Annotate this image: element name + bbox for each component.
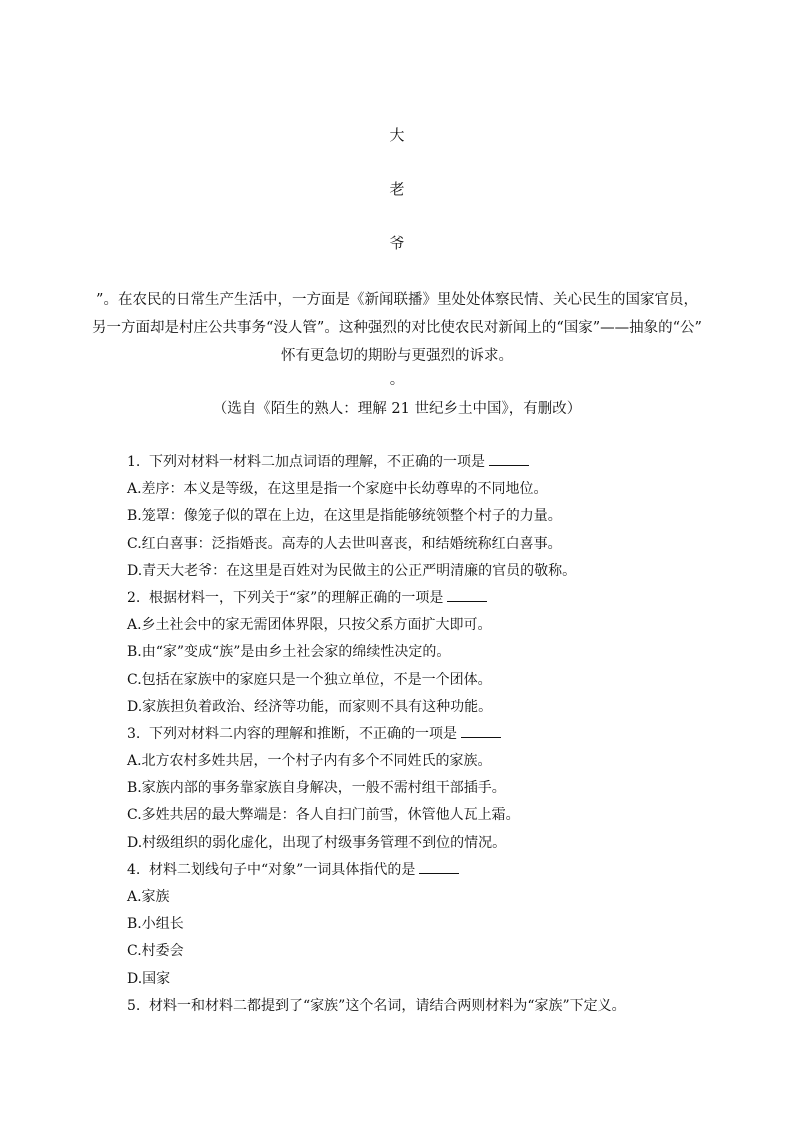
passage-line-4: 。 [389,372,405,388]
question-3-option-c: C.多姓共居的最大弊端是：各人自扫门前雪，休管他人瓦上霜。 [127,807,520,824]
question-text: 根据材料一，下列关于“家”的理解正确的一项是 [149,589,444,606]
answer-blank[interactable] [461,724,501,738]
question-3-option-a: A.北方农村多姓共居，一个村子内有多个不同姓氏的家族。 [127,753,492,770]
question-4-option-a: A.家族 [127,889,170,905]
question-3-option-d: D.村级组织的弱化虚化，出现了村级事务管理不到位的情况。 [127,834,507,851]
question-4-stem [127,860,687,887]
answer-blank[interactable] [447,588,487,602]
question-1-option-a: A.差序：本义是等级，在这里是指一个家庭中长幼尊卑的不同地位。 [127,481,548,498]
vertical-char-2: 老 [389,180,405,198]
question-5-stem [127,996,687,1023]
passage-line-2: 另一方面却是村庄公共事务“没人管”。这种强烈的对比使农民对新闻上的“国家”——抽象的“公” [92,320,702,336]
passage-line-3: 怀有更急切的期盼与更强烈的诉求。 [281,348,513,364]
question-1-option-d: D.青天大老爷：在这里是百姓对为民做主的公正严明清廉的官员的敬称。 [127,562,577,579]
vertical-char-1: 大 [389,126,405,144]
passage-line-1: ”。在农民的日常生产生活中，一方面是《新闻联播》里处处体察民情、关心民生的国家官员， [96,292,698,308]
source-citation: （选自《陌生的熟人：理解 21 世纪乡土中国》，有删改） [212,401,582,417]
question-1-stem [127,452,687,479]
question-number: 4. [127,861,141,878]
question-text: 下列对材料二内容的理解和推断，不正确的一项是 [149,725,457,742]
question-3-option-b: B.家族内部的事务靠家族自身解决，一般不需村组干部插手。 [127,780,506,797]
question-4-option-d: D.国家 [127,970,171,987]
question-4-option-b: B.小组长 [127,916,184,933]
question-list [127,452,687,1023]
question-number: 3. [127,725,141,742]
question-2-option-d: D.家族担负着政治、经济等功能，而家则不具有这种功能。 [127,698,493,715]
question-4-option-c: C.村委会 [127,943,184,960]
question-1-option-c: C.红白喜事：泛指婚丧。高寿的人去世叫喜丧，和结婚统称红白喜事。 [127,535,562,552]
question-text: 材料一和材料二都提到了“家族”这个名词，请结合两则材料为“家族”下定义。 [149,997,626,1014]
vertical-char-3: 爷 [389,234,405,252]
question-number: 1. [127,454,141,470]
question-2-option-b: B.由“家”变成“族”是由乡土社会家的绵续性决定的。 [127,644,451,661]
question-3-stem [127,724,687,751]
question-2-stem [127,588,687,615]
question-number: 5. [127,997,141,1014]
question-2-option-a: A.乡土社会中的家无需团体界限，只按父系方面扩大即可。 [127,617,492,634]
answer-blank[interactable] [419,860,459,874]
question-1-option-b: B.笼罩：像笼子似的罩在上边，在这里是指能够统领整个村子的力量。 [127,508,562,525]
question-text: 下列对材料一材料二加点词语的理解，不正确的一项是 [149,454,485,470]
question-2-option-c: C.包括在家族中的家庭只是一个独立单位，不是一个团体。 [127,671,492,688]
answer-blank[interactable] [489,452,529,466]
question-number: 2. [127,589,141,606]
question-text: 材料二划线句子中“对象”一词具体指代的是 [149,861,416,878]
